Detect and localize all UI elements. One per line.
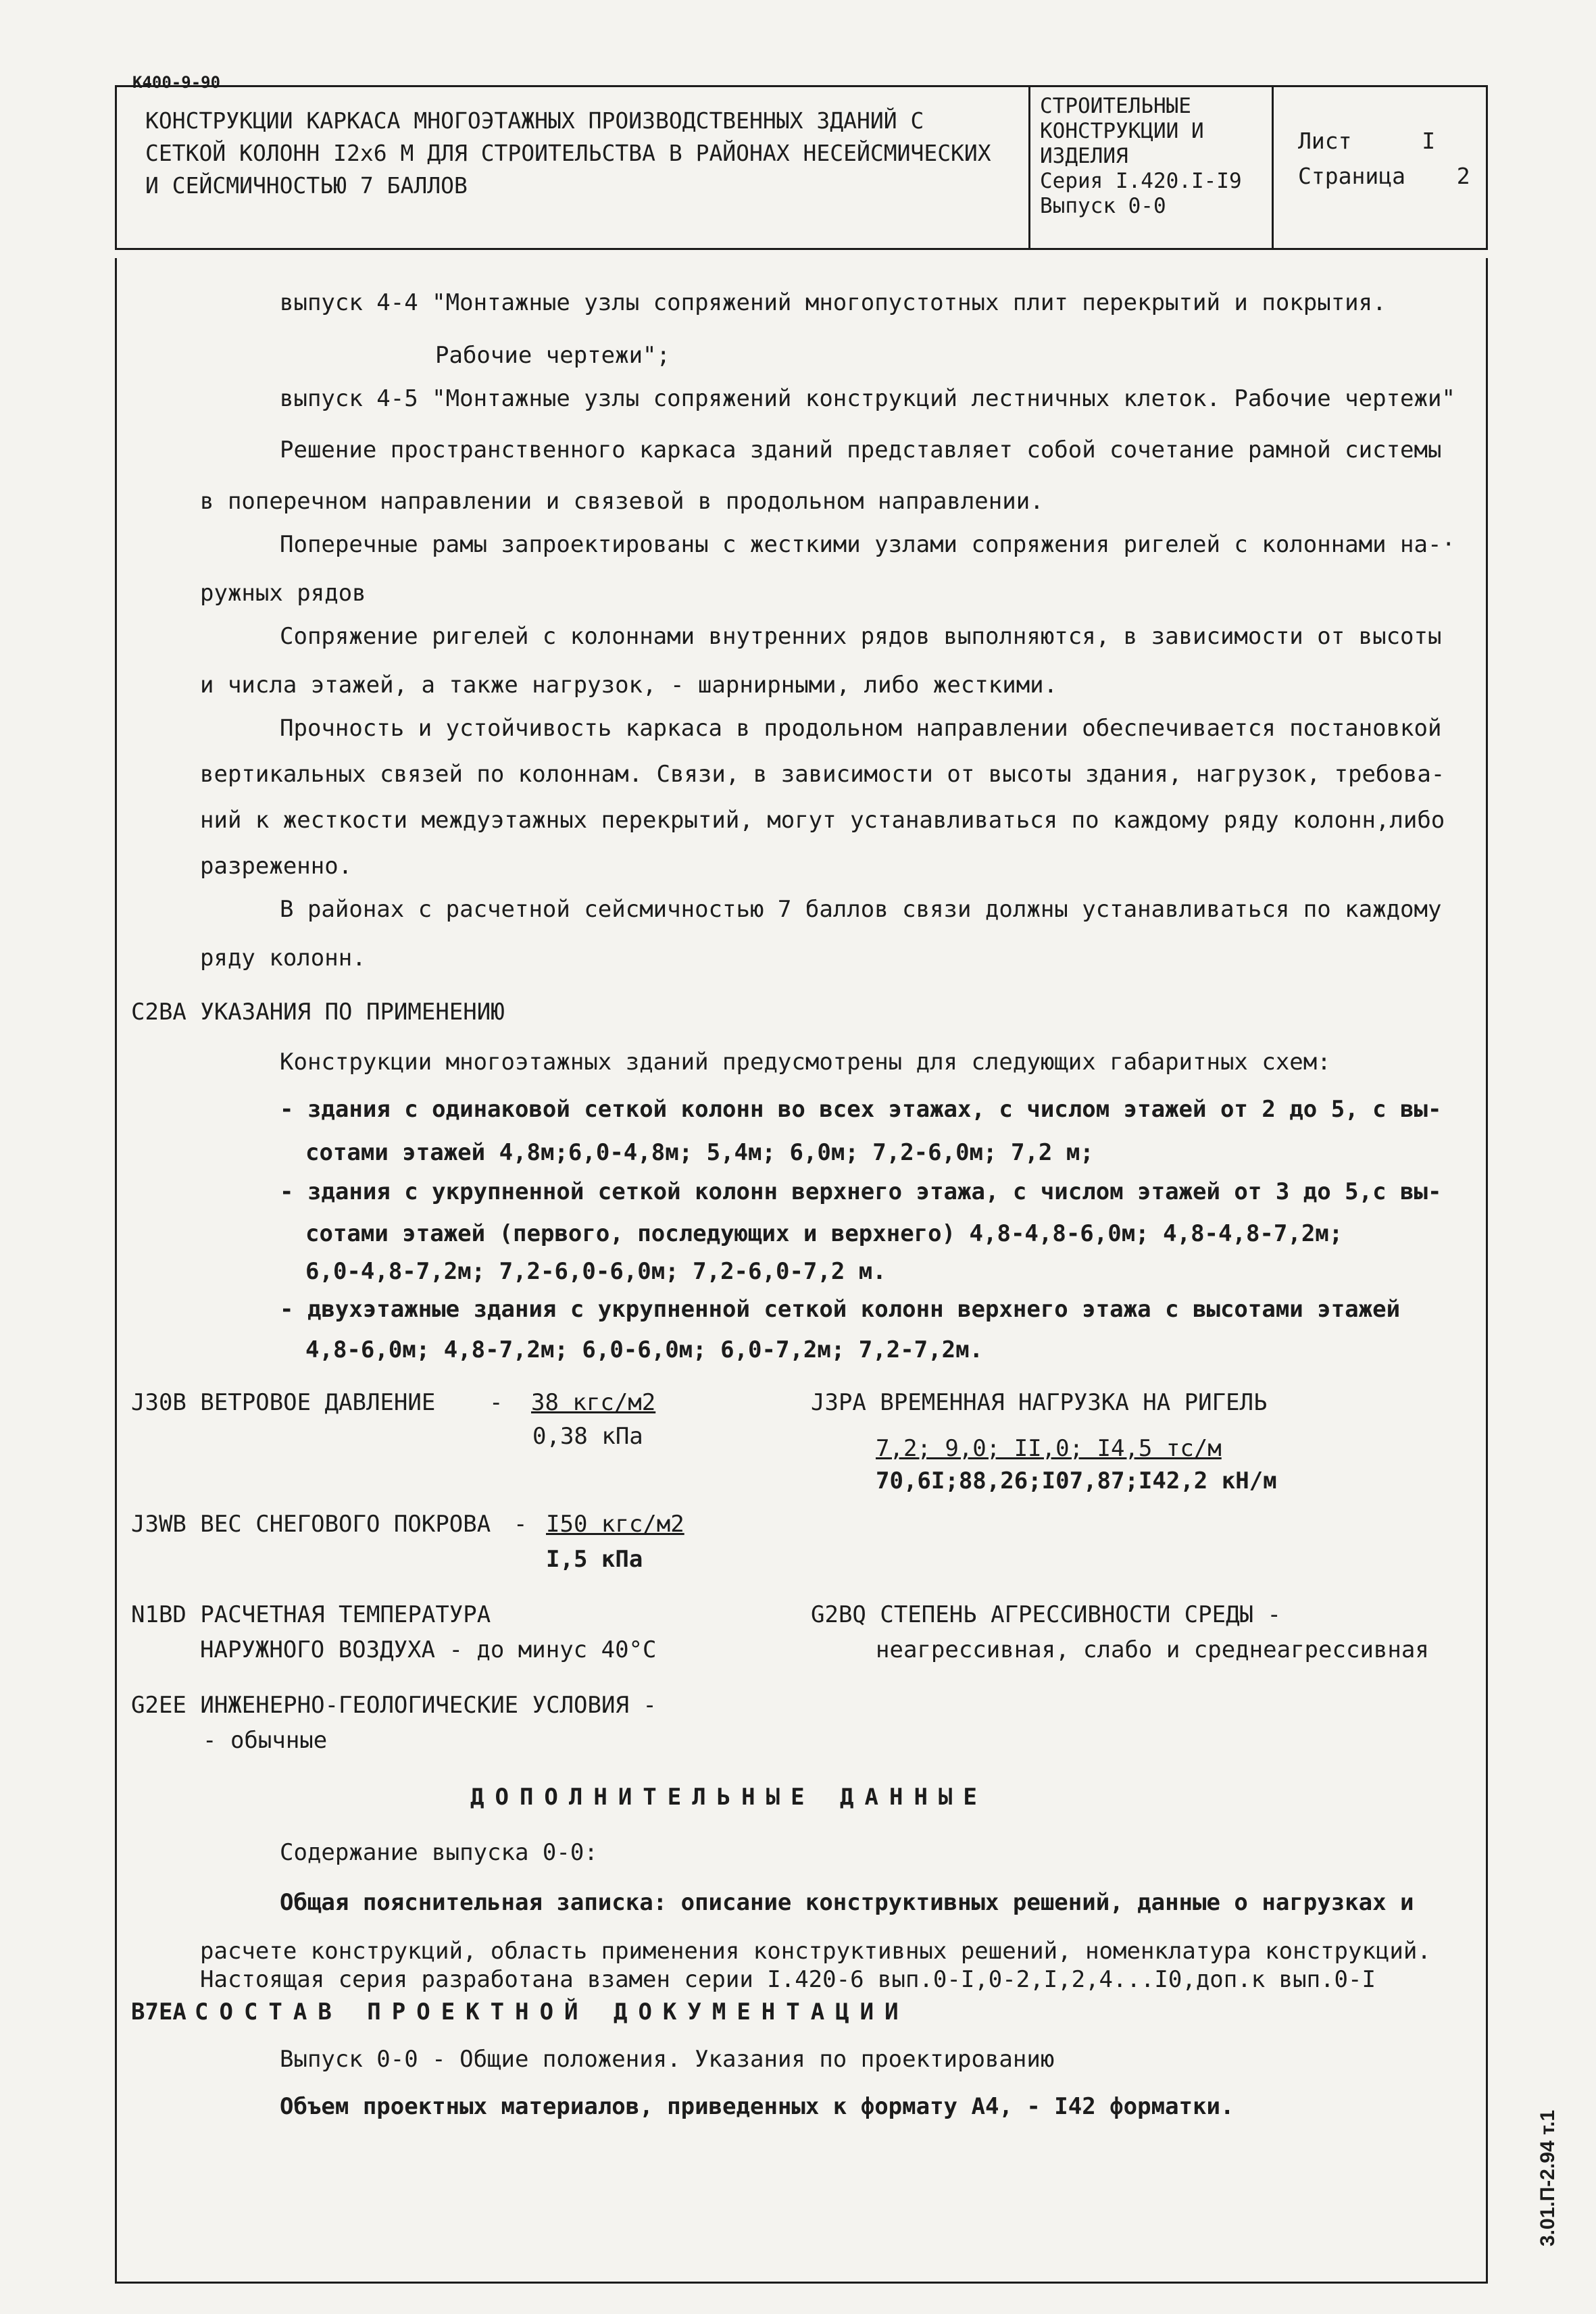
- title-block: [115, 85, 1488, 250]
- issue-line: Выпуск 0-0: [1040, 194, 1166, 218]
- side-stamp-code: 3.01.П-2.94 т.1: [1537, 2109, 1559, 2246]
- usage-item: - здания с одинаковой сеткой колонн во всех этажах, с числом этажей от 2 до 5, с вы-: [280, 1096, 1442, 1123]
- page-number: 2: [1456, 163, 1470, 189]
- category-line: СТРОИТЕЛЬНЫЕ: [1040, 94, 1191, 118]
- load-kn: 70,6I;88,26;I07,87;I42,2 кН/м: [876, 1467, 1277, 1494]
- document-code: К400-9-90: [132, 73, 221, 92]
- usage-item: - здания с укрупненной сеткой колонн верхнего этажа, с числом этажей от 3 до 5,с вы-: [280, 1178, 1442, 1205]
- snow-value: I50 кгс/м2: [546, 1511, 684, 1538]
- sheet-cell: [1274, 87, 1486, 248]
- body-line: Рабочие чертежи";: [435, 342, 670, 369]
- usage-item: 6,0-4,8-7,2м; 7,2-6,0-6,0м; 7,2-6,0-7,2 м.: [305, 1258, 887, 1285]
- snow-label: J3WB ВЕС СНЕГОВОГО ПОКРОВА: [131, 1511, 491, 1538]
- geology-value: - обычные: [203, 1727, 328, 1754]
- usage-item: сотами этажей (первого, последующих и верхнего) 4,8-4,8-6,0м; 4,8-4,8-7,2м;: [305, 1220, 1343, 1247]
- body-line: разреженно.: [200, 853, 353, 880]
- body-line: ружных рядов: [200, 580, 366, 607]
- usage-item: сотами этажей 4,8м;6,0-4,8м; 5,4м; 6,0м; 7,2-6,0м; 7,2 м;: [305, 1139, 1094, 1166]
- volume-line: Объем проектных материалов, приведенных к формату А4, - I42 форматки.: [280, 2093, 1235, 2120]
- wind-dash: -: [489, 1389, 503, 1416]
- snow-kpa: I,5 кПа: [546, 1546, 643, 1573]
- page-label: Страница: [1298, 163, 1405, 189]
- body-line: Прочность и устойчивость каркаса в продольном направлении обеспечивается постановкой: [280, 715, 1442, 742]
- temperature-value: НАРУЖНОГО ВОЗДУХА - до минус 40°С: [200, 1636, 657, 1663]
- geology-label: G2EE ИНЖЕНЕРНО-ГЕОЛОГИЧЕСКИЕ УСЛОВИЯ -: [131, 1692, 657, 1719]
- body-line: выпуск 4-5 "Монтажные узлы сопряжений конструкций лестничных клеток. Рабочие чертежи": [280, 385, 1455, 412]
- category-line: ИЗДЕЛИЯ: [1040, 144, 1128, 168]
- composition-heading: СОСТАВ ПРОЕКТНОЙ ДОКУМЕНТАЦИИ: [195, 1998, 909, 2026]
- title-line: КОНСТРУКЦИИ КАРКАСА МНОГОЭТАЖНЫХ ПРОИЗВОДСТВЕННЫХ ЗДАНИЙ С: [145, 107, 924, 134]
- content-title: Содержание выпуска 0-0:: [280, 1839, 598, 1866]
- sheet-number: I: [1422, 128, 1436, 154]
- category-cell: [1030, 87, 1274, 248]
- content-line: Общая пояснительная записка: описание конструктивных решений, данные о нагрузках и: [280, 1889, 1414, 1916]
- wind-kpa: 0,38 кПа: [532, 1423, 643, 1450]
- snow-dash: -: [514, 1511, 528, 1538]
- composition-code: B7EA: [131, 1998, 186, 2026]
- body-line: Поперечные рамы запроектированы с жесткими узлами сопряжения ригелей с колоннами на-·: [280, 531, 1455, 558]
- body-line: Сопряжение ригелей с колоннами внутренних рядов выполняются, в зависимости от высоты: [280, 623, 1442, 650]
- usage-heading: C2BA УКАЗАНИЯ ПО ПРИМЕНЕНИЮ: [131, 999, 505, 1026]
- sheet-label: Лист: [1298, 128, 1352, 154]
- usage-item: - двухэтажные здания с укрупненной сеткой колонн верхнего этажа с высотами этажей: [280, 1296, 1401, 1323]
- aggressiveness-value: неагрессивная, слабо и среднеагрессивная: [876, 1636, 1429, 1663]
- body-line: ний к жесткости междуэтажных перекрытий, могут устанавливаться по каждому ряду колонн,либо: [200, 807, 1445, 834]
- title-line: СЕТКОЙ КОЛОНН I2х6 М ДЛЯ СТРОИТЕЛЬСТВА В РАЙОНАХ НЕСЕЙСМИЧЕСКИХ: [145, 140, 991, 166]
- load-values: 7,2; 9,0; II,0; I4,5 тс/м: [876, 1435, 1222, 1462]
- series-line: Серия I.420.I-I9: [1040, 169, 1242, 193]
- body-line: В районах с расчетной сейсмичностью 7 баллов связи должны устанавливаться по каждому: [280, 896, 1442, 923]
- content-line: расчете конструкций, область применения конструктивных решений, номенклатура конструкций.: [200, 1938, 1431, 1965]
- wind-label: J30B ВЕТРОВОЕ ДАВЛЕНИЕ: [131, 1389, 436, 1416]
- body-line: Решение пространственного каркаса зданий представляет собой сочетание рамной системы: [280, 436, 1442, 463]
- replacement-note: Настоящая серия разработана взамен серии I.420-6 вып.0-I,0-2,I,2,4...I0,доп.к вып.0-I: [200, 1966, 1376, 1993]
- temperature-label: N1BD РАСЧЕТНАЯ ТЕМПЕРАТУРА: [131, 1601, 491, 1628]
- load-label: J3PA ВРЕМЕННАЯ НАГРУЗКА НА РИГЕЛЬ: [811, 1389, 1268, 1416]
- body-line: и числа этажей, а также нагрузок, - шарнирными, либо жесткими.: [200, 672, 1058, 699]
- additional-heading: ДОПОЛНИТЕЛЬНЫЕ ДАННЫЕ: [470, 1784, 988, 1811]
- body-line: вертикальных связей по колоннам. Связи, в зависимости от высоты здания, нагрузок, требова-: [200, 761, 1445, 788]
- usage-item: 4,8-6,0м; 4,8-7,2м; 6,0-6,0м; 6,0-7,2м; 7,2-7,2м.: [305, 1336, 984, 1363]
- title-line: И СЕЙСМИЧНОСТЬЮ 7 БАЛЛОВ: [145, 172, 468, 199]
- aggressiveness-label: G2BQ СТЕПЕНЬ АГРЕССИВНОСТИ СРЕДЫ -: [811, 1601, 1281, 1628]
- title-cell: [117, 87, 1030, 248]
- body-line: в поперечном направлении и связевой в продольном направлении.: [200, 488, 1044, 515]
- issue-line: Выпуск 0-0 - Общие положения. Указания по проектированию: [280, 2046, 1055, 2073]
- body-line: ряду колонн.: [200, 945, 366, 972]
- body-line: выпуск 4-4 "Монтажные узлы сопряжений многопустотных плит перекрытий и покрытия.: [280, 289, 1387, 316]
- category-line: КОНСТРУКЦИИ И: [1040, 119, 1204, 143]
- usage-intro: Конструкции многоэтажных зданий предусмотрены для следующих габаритных схем:: [280, 1049, 1331, 1076]
- wind-value: 38 кгс/м2: [531, 1389, 656, 1416]
